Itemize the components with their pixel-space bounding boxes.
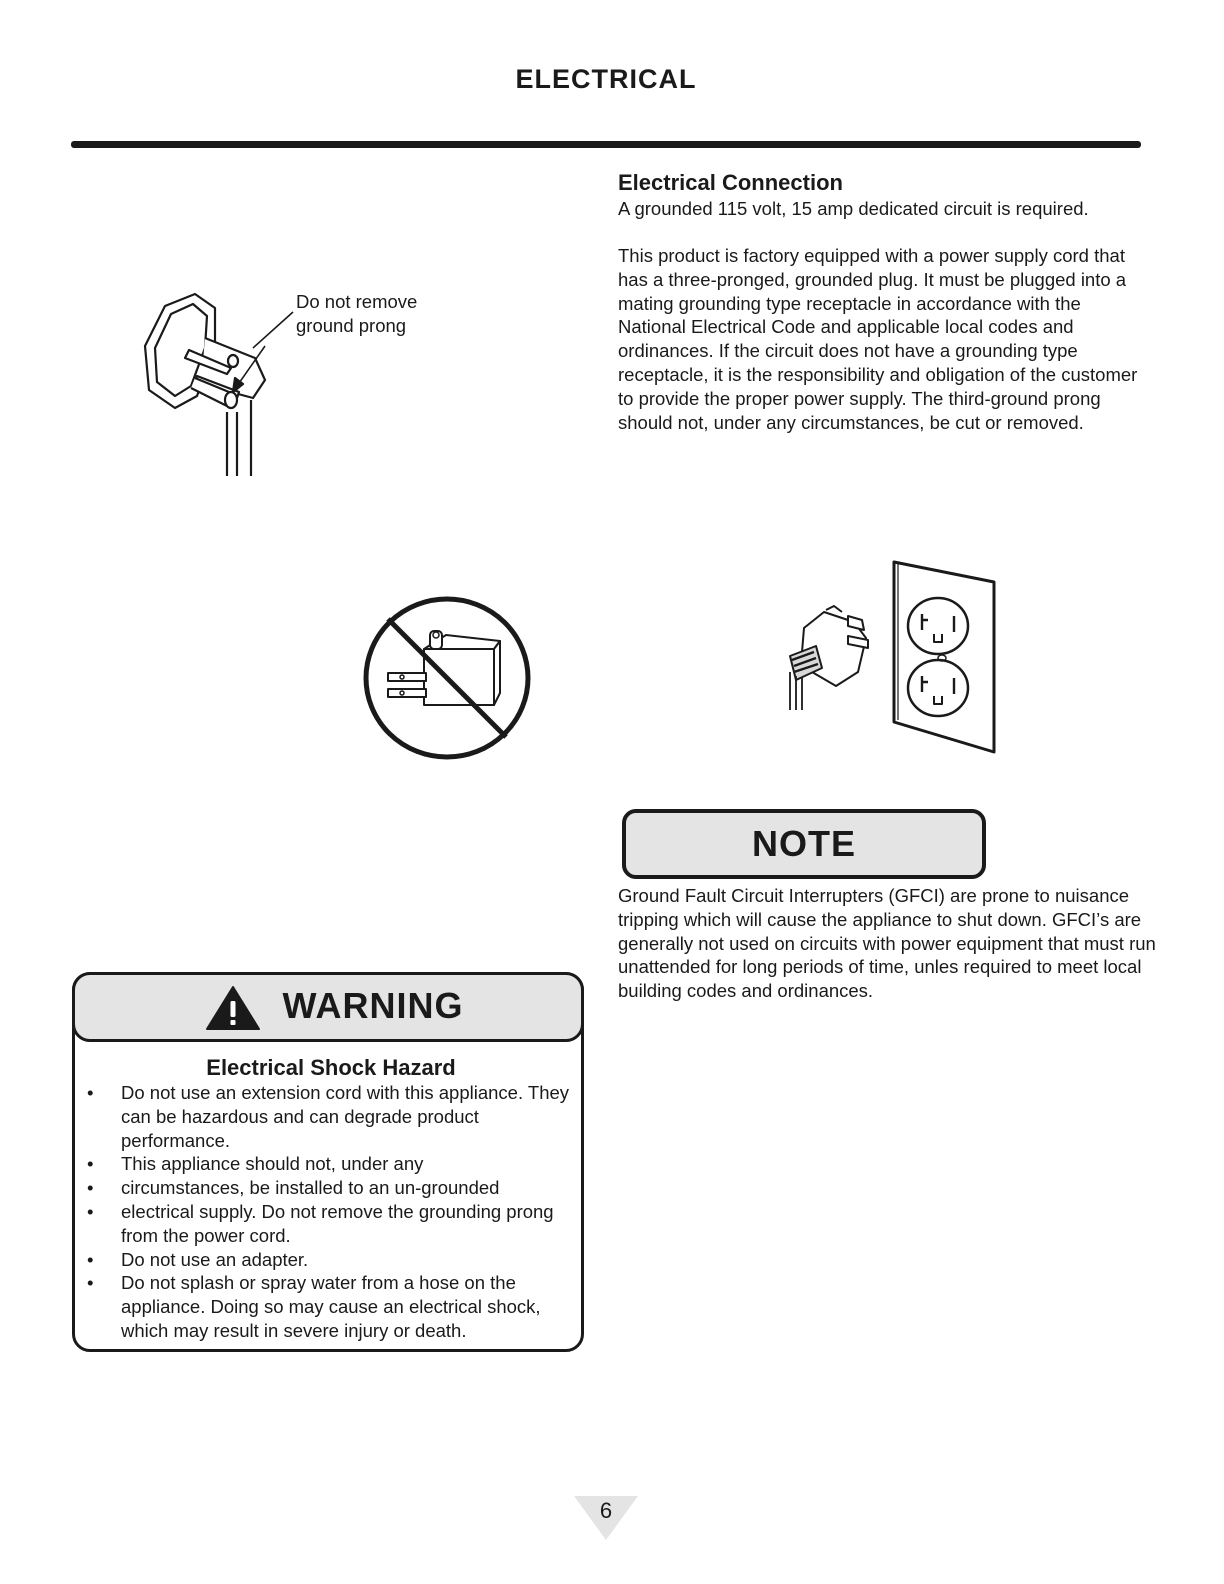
bullet: • <box>87 1248 94 1270</box>
note-text: Ground Fault Circuit Interrupters (GFCI) are prone to nuisance tripping which will cause the appliance to shut down. GFCI’s are generally not used on circuits with power equipment that must run unattended for long periods of time, unles required to meet local building codes and ordinances. <box>618 885 1156 1002</box>
bullet: • <box>87 1177 94 1199</box>
list-item <box>75 1248 575 1272</box>
warning-label: WARNING <box>282 984 464 1026</box>
warning-header <box>72 972 584 1042</box>
note-label: NOTE <box>751 823 856 864</box>
section-heading: Electrical Connection <box>618 170 843 195</box>
warning-triangle-icon <box>205 985 261 1036</box>
bullet: • <box>87 1153 94 1175</box>
hazard-title: Electrical Shock Hazard <box>206 1055 456 1080</box>
list-item-text: Do not use an adapter. <box>121 1248 309 1270</box>
note-header <box>622 809 986 879</box>
callout-line: ground prong <box>296 315 407 336</box>
title-divider <box>71 141 1141 148</box>
list-item <box>75 1152 575 1176</box>
warning-box <box>72 972 584 1352</box>
bullet: • <box>87 1082 94 1103</box>
list-item-text: This appliance should not, under any <box>121 1153 424 1175</box>
list-item-text: Do not splash or spray water from a hose on the appliance. Doing so may cause an electrical shock, which may result in severe injury or death. <box>121 1272 541 1341</box>
no-adapter-icon <box>362 595 532 766</box>
circuit-requirement: A grounded 115 volt, 15 amp dedicated circuit is required. <box>618 198 1089 219</box>
three-prong-plug-icon <box>135 288 295 483</box>
callout-line: Do not remove <box>296 291 418 312</box>
list-item-text: Do not use an extension cord with this appliance. They can be hazardous and can degrade product performance. <box>121 1082 570 1151</box>
warning-list <box>75 1081 575 1343</box>
bullet: • <box>87 1272 94 1294</box>
list-item <box>75 1200 575 1248</box>
list-item <box>75 1081 575 1152</box>
connection-paragraph: This product is factory equipped with a power supply cord that has a three-pronged, grounded plug. It must be plugged into a mating grounding type receptacle in accordance with the National Electrical Code and applicable local codes and ordinances. If the circuit does not have a grounding type receptacle, it is the responsibility and obligation of the customer to provide the proper power supply. The third-ground prong should not, under any circumstances, be cut or removed. <box>618 245 1138 433</box>
plug-callout <box>296 290 496 338</box>
wall-outlet-icon <box>782 560 1002 761</box>
page-title: ELECTRICAL <box>515 64 697 94</box>
list-item <box>75 1271 575 1342</box>
list-item-text: circumstances, be installed to an un-grounded <box>121 1177 500 1199</box>
page-number: 6 <box>599 1498 613 1523</box>
list-item <box>75 1176 575 1200</box>
bullet: • <box>87 1200 94 1222</box>
list-item-text: electrical supply. Do not remove the grounding prong from the power cord. <box>121 1200 554 1246</box>
